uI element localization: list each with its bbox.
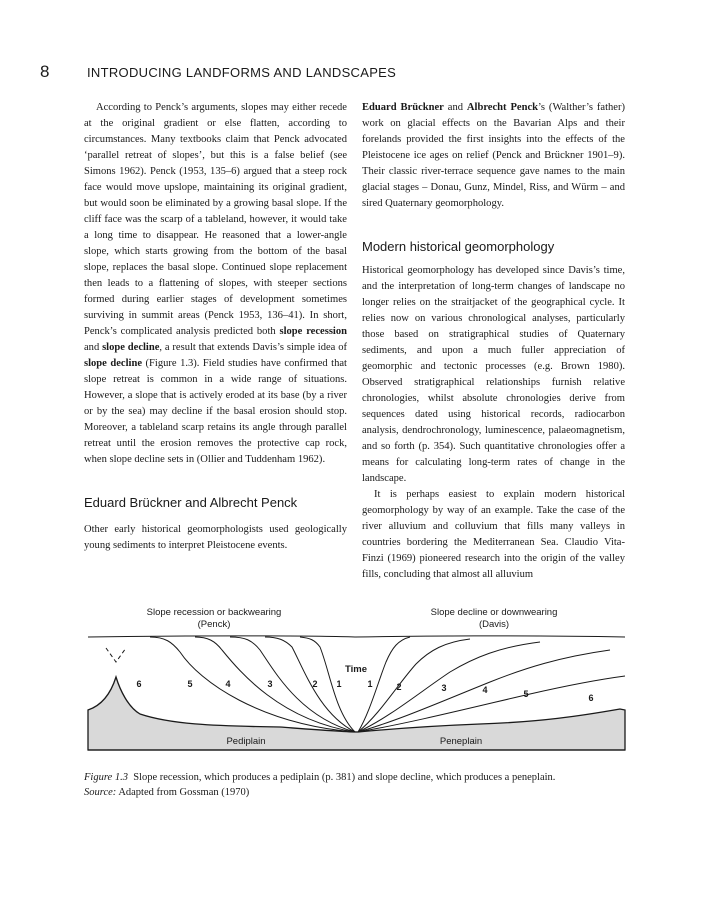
- caption-text: Slope recession, which produces a pediplain (p. 381) and slope decline, which produces a peneplain.: [133, 772, 556, 783]
- decline-stage-3: 3: [441, 683, 447, 693]
- right-title-line2: (Davis): [478, 619, 510, 630]
- running-head: [40, 62, 680, 86]
- name-penck: Albrecht Penck: [466, 102, 538, 113]
- name-bruckner: Eduard Brückner: [362, 102, 444, 113]
- right-stage-labels: [367, 679, 593, 703]
- ground-profile: [88, 677, 625, 750]
- recession-stage-5: 5: [187, 679, 193, 689]
- page-number: 8: [40, 62, 50, 81]
- term-slope-decline-2: slope decline: [84, 358, 142, 369]
- paragraph-historical-development: Historical geomorphology has developed since Davis’s time, and the interpretation of long-term changes of landscape no longer relies on the straitjacket of the geographical cycle. It relies now on various chronological analyses, particularly those based on stratigraphical studies of Quaternary sediments, and upon a much fuller appreciation of geomorphic and tectonic processes (e.g. Brown 1980). Observed stratigraphical relationships furnish relative chronologies, whilst absolute chronologies derive from sequences dated using historical records, radiocarbon analysis, dendrochronology, luminescence, palaeomagnetism, and so forth (p. 354). Such quantitative chronologies offer a means for calculating long-term rates of change in the landscape.: [362, 265, 625, 484]
- figure-caption: [84, 770, 644, 800]
- running-title: INTRODUCING LANDFORMS AND LANDSCAPES: [87, 65, 397, 80]
- paragraph-example: It is perhaps easiest to explain modern historical geomorphology by way of an example. Take the case of the river alluvium and colluvium that fills many valleys in countries bordering the Mediterranean Sea. Claudio Vita-Finzi (1969) pioneered research into the origin of the valley fills, concluding that almost all alluvium: [362, 489, 625, 580]
- left-title-line2: (Penck): [197, 619, 231, 630]
- left-column: [84, 100, 347, 554]
- recession-stage-4: 4: [225, 679, 231, 689]
- section-heading-modern-historical: Modern historical geomorphology: [362, 239, 555, 254]
- caption-source-text: Adapted from Gossman (1970): [118, 787, 250, 798]
- right-title-line1: Slope decline or downwearing: [430, 607, 558, 618]
- recession-stage-1: 1: [336, 679, 342, 689]
- caption-figure-label: Figure 1.3: [84, 772, 128, 783]
- term-slope-recession: slope recession: [279, 326, 348, 337]
- recession-stage-2: 2: [312, 679, 318, 689]
- peneplain-label: Peneplain: [439, 736, 483, 747]
- figure-slope-diagram: [80, 602, 630, 754]
- left-title-line1: Slope recession or backwearing: [146, 607, 282, 618]
- decline-stage-1: 1: [367, 679, 373, 689]
- paragraph-penck-slopes: According to Penck’s arguments, slopes may either recede at the original gradient or else flatten, according to circumstances. Many textbooks claim that Penck advocated ‘parallel retreat of slopes’, but this is a false belief (see Simons 1962). Penck (1953, 135–6) argued that a steep rock face would move upslope, maintaining its original gradient, but would soon be eliminated by a growing basal slope. If the cliff face was the scarp of a tableland, however, it would take a long time to disappear. He reasoned that a lower-angle slope, which starts growing from the bottom of the basal slope, replaces the basal slope. Continued slope replacement then leads to a flattening of slopes, with steeper sections formed during earlier stages of development sometimes surviving in summit areas (Penck 1953, 136–41). In short, Penck’s complicated analysis predicted both slope recession and slope decline, a result that extends Davis’s simple idea of slope decline (Figure 1.3). Field studies have confirmed that slope retreat is common in a wide range of situations. However, a slope that is actively eroded at its base (by a river or by the sea) may decline if the basal erosion should stop. Moreover, a tableland scarp retains its angle through parallel retreat until the erosion removes the protective cap rock, when slope decline sets in (Ollier and Tuddenham 1962).: [84, 102, 348, 465]
- term-slope-decline: slope decline: [102, 342, 160, 353]
- decline-stage-2: 2: [396, 682, 402, 692]
- recession-curves: [150, 637, 355, 732]
- right-column: [362, 100, 625, 583]
- source-line: [84, 785, 644, 800]
- decline-stage-5: 5: [523, 689, 529, 699]
- eroded-peak-dashed: [106, 648, 126, 662]
- paragraph-early-geomorphologists: Other early historical geomorphologists used geologically young sediments to interpret Pleistocene events.: [84, 524, 347, 551]
- caption-source-label: Source:: [84, 787, 117, 798]
- decline-stage-4: 4: [482, 685, 488, 695]
- recession-stage-3: 3: [267, 679, 273, 689]
- pediplain-label: Pediplain: [226, 736, 266, 747]
- section-heading-bruckner-penck: Eduard Brückner and Albrecht Penck: [84, 495, 298, 510]
- recession-stage-6: 6: [136, 679, 142, 689]
- original-surface: [88, 636, 625, 637]
- decline-stage-6: 6: [588, 693, 594, 703]
- caption-line: [84, 770, 644, 785]
- paragraph-bruckner-penck: Eduard Brückner and Albrecht Penck’s (Walther’s father) work on glacial effects on the Bavarian Alps and their forelands provided the first insights into the effects of the Pleistocene ice ages on relief (Penck and Brückner 1901–9). Their classic river-terrace sequence gave names to the main glacial stages – Donau, Gunz, Mindel, Riss, and Würm – and sired Quaternary geomorphology.: [362, 102, 625, 209]
- time-label: Time: [344, 664, 368, 675]
